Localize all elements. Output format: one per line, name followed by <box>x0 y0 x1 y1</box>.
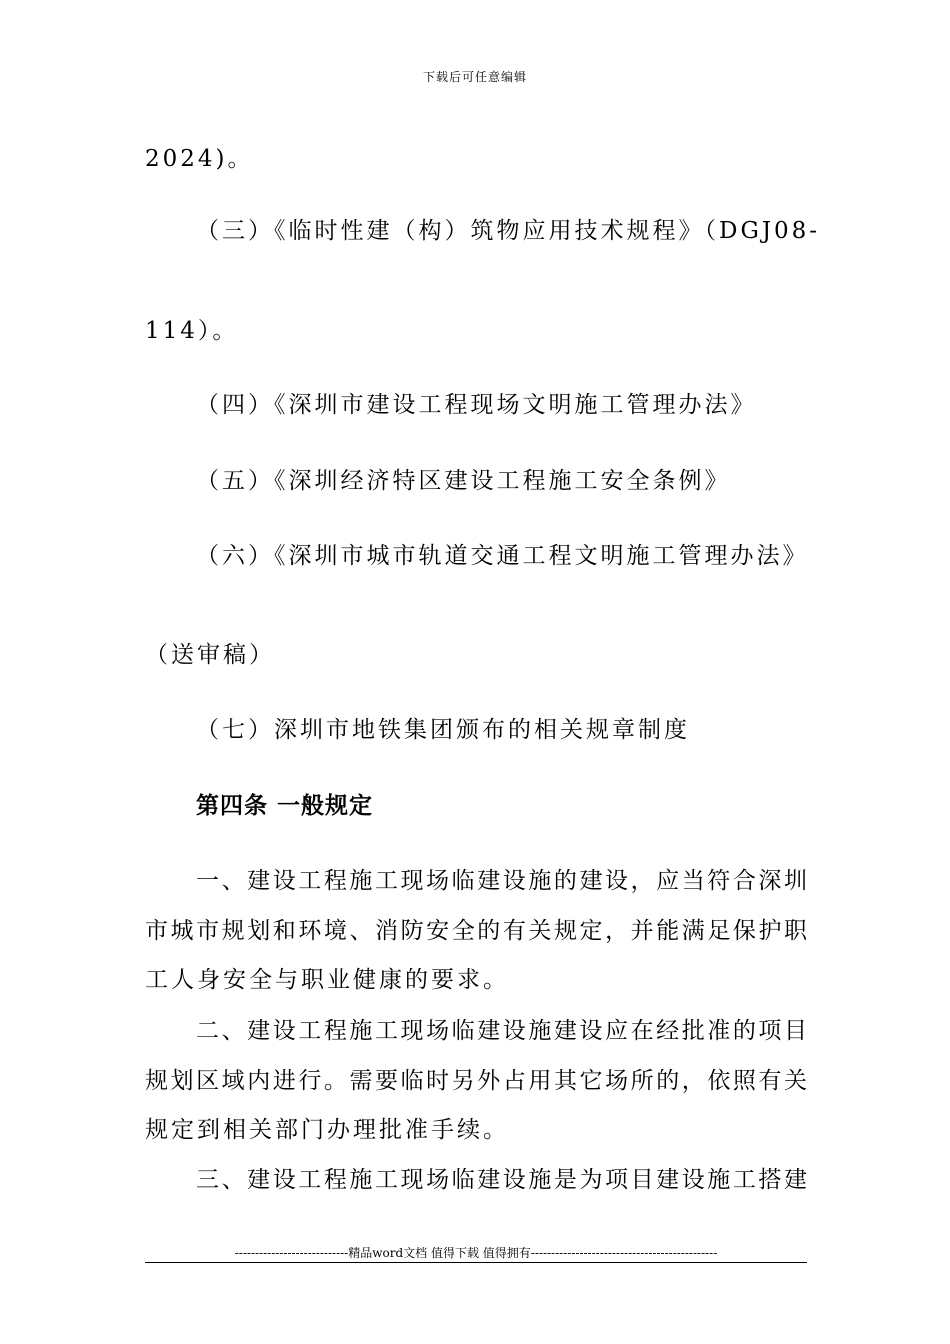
page-footer: ----------------------------精品word文档 值得下载 值得拥有---------------------------------------------- <box>234 1246 718 1260</box>
paragraph-line: 二、建设工程施工现场临建设施建设应在经批准的项目 <box>196 1018 807 1044</box>
body-line: 114）。 <box>145 318 239 344</box>
body-line: （四）《深圳市建设工程现场文明施工管理办法》 <box>196 392 757 418</box>
body-line: （五）《深圳经济特区建设工程施工安全条例》 <box>196 468 731 494</box>
paragraph-line: 市城市规划和环境、消防安全的有关规定，并能满足保护职 <box>145 918 807 944</box>
page-header: 下载后可任意编辑 <box>422 70 527 84</box>
paragraph-line: 规划区域内进行。需要临时另外占用其它场所的，依照有关 <box>145 1068 807 1094</box>
paragraph-line: 三、建设工程施工现场临建设施是为项目建设施工搭建 <box>196 1167 807 1193</box>
paragraph-line: 规定到相关部门办理批准手续。 <box>145 1117 509 1143</box>
paragraph-line: 一、建设工程施工现场临建设施的建设，应当符合深圳 <box>196 868 807 894</box>
footer-divider <box>145 1262 807 1263</box>
section-heading: 第四条 一般规定 <box>196 793 374 819</box>
body-line: （三）《临时性建（构）筑物应用技术规程》（DGJ08- <box>196 218 821 244</box>
body-line: （六）《深圳市城市轨道交通工程文明施工管理办法》 <box>196 543 809 569</box>
body-line: （七）深圳市地铁集团颁布的相关规章制度 <box>196 717 690 743</box>
paragraph-line: 工人身安全与职业健康的要求。 <box>145 967 509 993</box>
body-line: （送审稿） <box>145 642 275 668</box>
body-line: 2024)。 <box>145 146 254 172</box>
